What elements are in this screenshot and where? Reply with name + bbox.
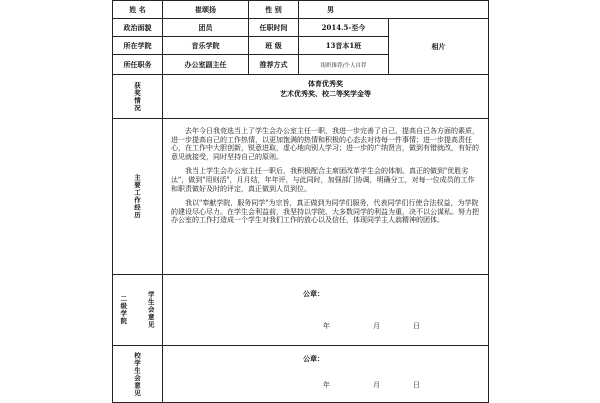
awards-label-cell — [113, 75, 163, 119]
history-content — [163, 119, 489, 275]
school-month: 月 — [373, 381, 380, 389]
college-opinion-label-a: 二级学院 — [119, 295, 128, 325]
college-value: 音乐学院 — [163, 37, 249, 55]
school-opinion-label-cell — [113, 346, 163, 403]
college-opinion-label-b: 学生会意见 — [146, 291, 155, 329]
position-value: 办公室副主任 — [163, 55, 249, 75]
term-label: 任职时间 — [249, 19, 299, 37]
photo-cell: 相片 — [389, 19, 489, 75]
awards-label: 获奖情况 — [133, 81, 141, 112]
term-value: 2014.5-至今 — [299, 19, 389, 37]
class-value: 13音本1班 — [299, 37, 389, 55]
name-value: 崔颂扬 — [163, 1, 249, 19]
award-line-2: 艺术优秀奖、校二等奖学金等 — [280, 89, 371, 98]
award-line-1: 体育优秀奖 — [308, 79, 343, 88]
college-label: 所在学院 — [113, 37, 163, 55]
college-month: 月 — [373, 322, 380, 330]
student-union-form — [112, 0, 489, 403]
history-paragraph-1: 去年今日我竞选当上了学生会办公室主任一职，我进一步完善了自己，提高自己各方面的素质，进一步提高自己的工作热情，以更加饱满的热情和积极的心态去对待每一件事情；进一步提高责任心，在工作中大胆创新，锐意进取，虚心地向别人学习；进一步的广纳贤言，做到有错就改，有好的意见就接受，同时坚持自己的原则。 — [171, 127, 479, 161]
recommend-label: 推荐方式 — [249, 55, 299, 75]
name-label: 姓 名 — [113, 1, 163, 19]
school-seal-label: 公章： — [303, 354, 324, 363]
position-label: 所任职务 — [113, 55, 163, 75]
school-opinion-label: 校学生会意见 — [133, 351, 141, 397]
history-paragraph-2: 我当上学生会办公室主任一职后，我积极配合主席团改革学生会的体制。真正的做到"优胜劣汰"，做到"用则活"，月月结，年年评，与此同时，加强部门协调，明确分工，对每一位成员的工作和职责做好及时的评定，真正做到人员到位。 — [171, 167, 475, 193]
college-seal-label: 公章： — [303, 289, 324, 298]
college-opinion-label-cell — [113, 275, 163, 346]
gender-value: 男 — [299, 1, 489, 19]
school-year: 年 — [323, 381, 330, 389]
class-label: 班 级 — [249, 37, 299, 55]
recommend-value: 组织推荐/个人自荐 — [299, 55, 389, 75]
college-year: 年 — [323, 322, 330, 330]
history-paragraph-3: 我以"奉献学院，服务同学"为宗旨，真正做到为同学们服务，代表同学们行使合法权益，为学院的建设尽心尽力。在学生会利益前，我坚持以学院、大多数同学的利益为重，决不以公谋私。努力把办公室的工作打造成一个学生对我们工作的放心以及信任，体现同学主人翁精神的团体。 — [171, 199, 479, 225]
political-label: 政治面貌 — [113, 19, 163, 37]
college-opinion-content — [163, 275, 489, 346]
college-day: 日 — [413, 322, 420, 330]
awards-content — [163, 75, 489, 119]
gender-label: 性 别 — [249, 1, 299, 19]
school-day: 日 — [413, 381, 420, 389]
political-value: 团员 — [163, 19, 249, 37]
history-label: 主要工作经历 — [133, 174, 141, 219]
history-label-cell — [113, 119, 163, 275]
school-opinion-content — [163, 346, 489, 403]
